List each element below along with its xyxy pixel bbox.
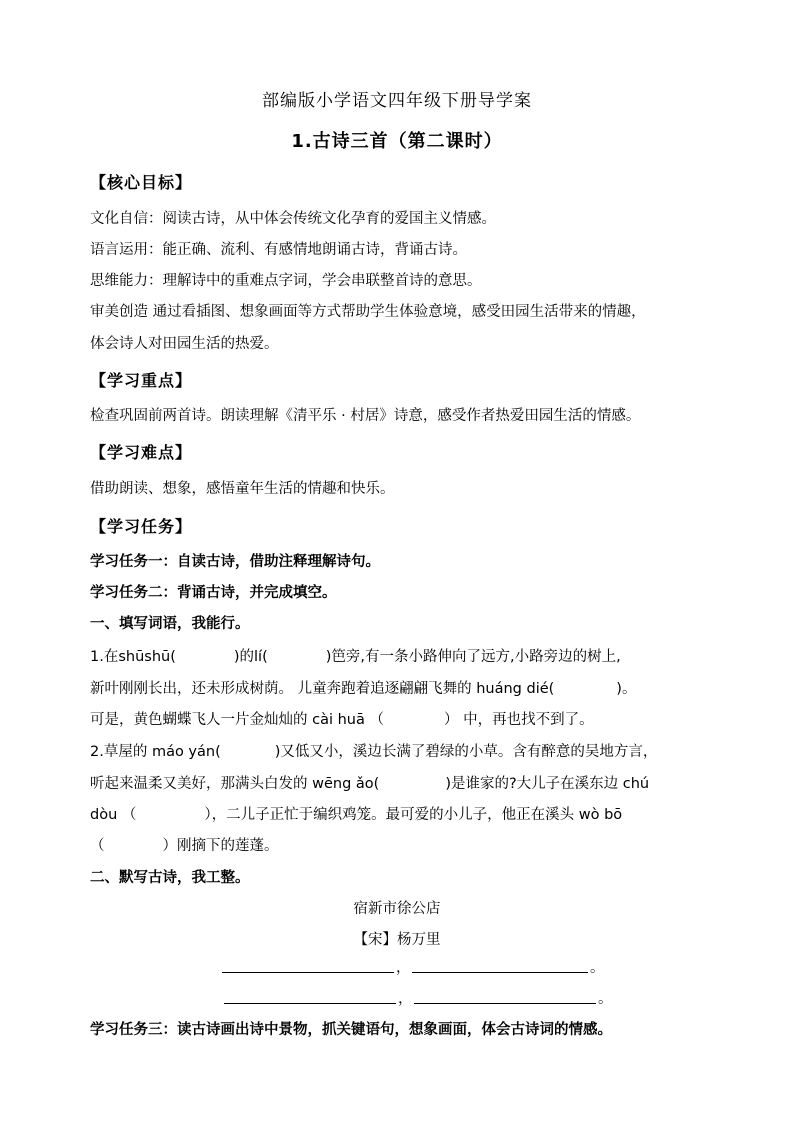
poem-title: 宿新市徐公店	[353, 901, 441, 917]
poem-comma: ，	[396, 960, 411, 976]
poem-comma: ，	[398, 991, 413, 1007]
poem-period: 。	[598, 991, 613, 1007]
difficulties-heading: 【学习难点】	[90, 443, 193, 462]
poem-author: 【宋】杨万里	[353, 932, 441, 948]
poem-blank-line-2a[interactable]	[224, 1003, 396, 1004]
core-goal-line: 语言运用：能正确、流利、有感情地朗诵古诗，背诵古诗。	[90, 242, 467, 258]
question-1-line-3: 可是，黄色蝴蝶飞人一片金灿灿的 cài huā （ ） 中，再也找不到了。	[90, 712, 594, 728]
task-two: 学习任务二：背诵古诗，并完成填空。	[90, 585, 337, 601]
task-one: 学习任务一：自读古诗，借助注释理解诗句。	[90, 554, 380, 570]
lesson-title: 1.古诗三首（第二课时）	[291, 131, 503, 152]
question-2-line-2: 听起来温柔又美好，那满头白发的 wēng ǎo( )是谁家的?大儿子在溪东边 chú	[90, 776, 650, 792]
dictation-heading: 二、默写古诗，我工整。	[90, 870, 250, 886]
core-goal-line: 思维能力：理解诗中的重难点字词，学会串联整首诗的意思。	[90, 273, 482, 289]
core-goals-heading: 【核心目标】	[90, 173, 193, 192]
question-1-line-1: 1.在shūshū( )的lí( )笆旁,有一条小路伸向了远方,小路旁边的树上,	[90, 649, 621, 665]
tasks-heading: 【学习任务】	[90, 517, 193, 536]
question-1-line-2: 新叶刚刚长出，还未形成树荫。 儿童奔跑着追逐翩翩飞舞的 huáng dié( )。	[90, 681, 637, 697]
question-2-line-1: 2.草屋的 máo yán( )又低又小，溪边长满了碧绿的小草。含有醉意的吴地方言，	[90, 744, 658, 760]
difficulties-text: 借助朗读、想象，感悟童年生活的情趣和快乐。	[90, 481, 395, 497]
core-goal-line: 审美创造 通过看插图、想象画面等方式帮助学生体验意境，感受田园生活带来的情趣，	[90, 304, 646, 320]
poem-period: 。	[590, 960, 605, 976]
question-2-line-4: （ ）刚摘下的莲蓬。	[90, 838, 279, 854]
poem-blank-line-1a[interactable]	[222, 972, 394, 973]
poem-blank-line-2b[interactable]	[414, 1003, 596, 1004]
core-goal-line: 体会诗人对田园生活的热爱。	[90, 336, 279, 352]
document-title: 部编版小学语文四年级下册导学案	[262, 91, 532, 111]
poem-blank-line-1b[interactable]	[412, 972, 588, 973]
key-points-text: 检查巩固前两首诗。朗读理解《清平乐 · 村居》诗意，感受作者热爱田园生活的情感。	[90, 408, 641, 424]
key-points-heading: 【学习重点】	[90, 371, 193, 390]
question-2-line-3: dòu （ ），二儿子正忙于编织鸡笼。最可爱的小儿子，他正在溪头 wò bō	[90, 807, 623, 823]
fill-words-heading: 一、填写词语，我能行。	[90, 616, 250, 632]
core-goal-line: 文化自信：阅读古诗，从中体会传统文化孕育的爱国主义情感。	[90, 211, 496, 227]
task-three: 学习任务三：读古诗画出诗中景物，抓关键语句，想象画面，体会古诗词的情感。	[90, 1022, 612, 1038]
